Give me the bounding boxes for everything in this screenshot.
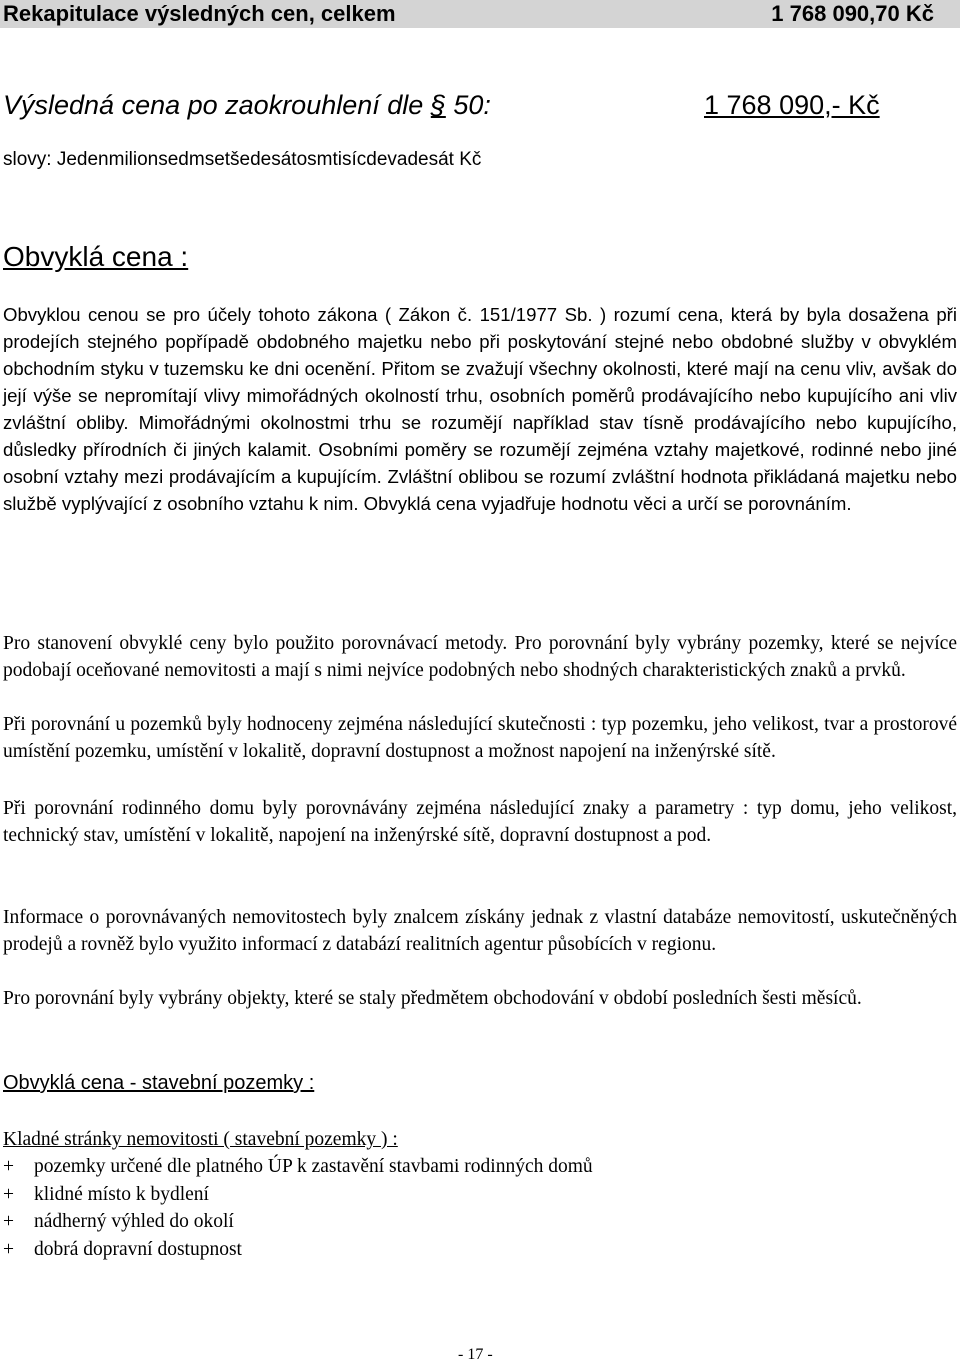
list-item-text: dobrá dopravní dostupnost [34, 1238, 242, 1260]
building-plots-heading: Obvyklá cena - stavební pozemky : [3, 1072, 315, 1094]
section-sign: § [430, 90, 446, 120]
usual-price-definition: Obvyklou cenou se pro účely tohoto zákona ( Zákon č. 151/1977 Sb. ) rozumí cena, která by byla dosažena při prodejích stejného popřípadě obdobného majetku nebo při poskytování stejné nebo obdobné služby v obvyklém obchodním styku v tuzemsku ke dni ocenění. Přitom se zvažují všechny okolnosti, které mají na cenu vliv, avšak do její výše se nepromítají vlivy mimořádných okolností trhu, osobních poměrů prodávajícího nebo kupujícího ani vliv zvláštní obliby. Mimořádnými okolnostmi trhu se rozumějí například stav tísně prodávajícího nebo kupujícího, důsledky přírodních či jiných kalamit. Osobními poměry se rozumějí zejména vztahy majetkové, rodinné nebo jiné osobní vztahy mezi prodávajícím a kupujícím. Zvláštní oblibou se rozumí zvláštní hodnota přikládaná majetku nebo službě vyplývající z osobního vztahu k nim. Obvyklá cena vyjadřuje hodnotu věci a určí se porovnáním. [3, 304, 957, 514]
house-comparison-paragraph: Při porovnání rodinného domu byly porovnávány zejména následující znaky a parametry : typ domu, jeho velikost, technický stav, umístění v lokalitě, napojení na inženýrské sítě, dopravní dostupnost a pod. [3, 798, 957, 846]
plus-icon: + [3, 1211, 14, 1232]
price-in-words: slovy: Jedenmilionsedmsetšedesátosmtisícdevadesát Kč [3, 149, 482, 170]
sources-paragraph: Informace o porovnávaných nemovitostech byly znalcem získány jednak z vlastní databáze nemovitostí, uskutečněných prodejů a rovněž bylo využito informací z databází realitních agentur působících v regionu. [3, 907, 957, 955]
recap-header-bar [0, 0, 960, 28]
list-item [3, 1208, 593, 1236]
pros-title: Kladné stránky nemovitosti ( stavební pozemky ) : [3, 1129, 398, 1150]
list-item-text: pozemky určené dle platného ÚP k zastavění stavbami rodinných domů [34, 1156, 593, 1177]
page-number: - 17 - [458, 1346, 493, 1363]
usual-price-heading: Obvyklá cena : [3, 241, 189, 272]
list-item [3, 1181, 593, 1209]
rounded-price-label-prefix: Výsledná cena po zaokrouhlení dle [3, 90, 431, 120]
list-item-text: nádherný výhled do okolí [34, 1211, 234, 1232]
pros-list [3, 1153, 593, 1263]
rounded-price-amount: 1 768 090,- Kč [704, 90, 880, 120]
rounded-price-label [3, 88, 491, 122]
method-paragraph: Pro stanovení obvyklé ceny bylo použito porovnávací metody. Pro porovnání byly vybrány pozemky, které se nejvíce podobají oceňované nemovitosti a mají s nimi nejvíce podobných nebo shodných charakteristických znaků a prvků. [3, 633, 957, 681]
list-item-text: klidné místo k bydlení [34, 1183, 209, 1205]
plus-icon: + [3, 1238, 14, 1260]
plot-comparison-paragraph: Při porovnání u pozemků byly hodnoceny zejména následující skutečnosti : typ pozemku, jeho velikost, tvar a prostorové umístění pozemku, umístění v lokalitě, dopravní dostupnost a možnost napojení na inženýrské sítě. [3, 714, 957, 762]
period-paragraph: Pro porovnání byly vybrány objekty, které se staly předmětem obchodování v období posledních šesti měsíců. [3, 988, 862, 1009]
rounded-price-label-suffix: 50: [445, 90, 491, 120]
recap-total-amount: 1 768 090,70 Kč [771, 1, 934, 26]
recap-title: Rekapitulace výsledných cen, celkem [3, 1, 396, 26]
list-item [3, 1236, 593, 1264]
list-item [3, 1153, 593, 1181]
plus-icon: + [3, 1183, 14, 1205]
plus-icon: + [3, 1156, 14, 1177]
